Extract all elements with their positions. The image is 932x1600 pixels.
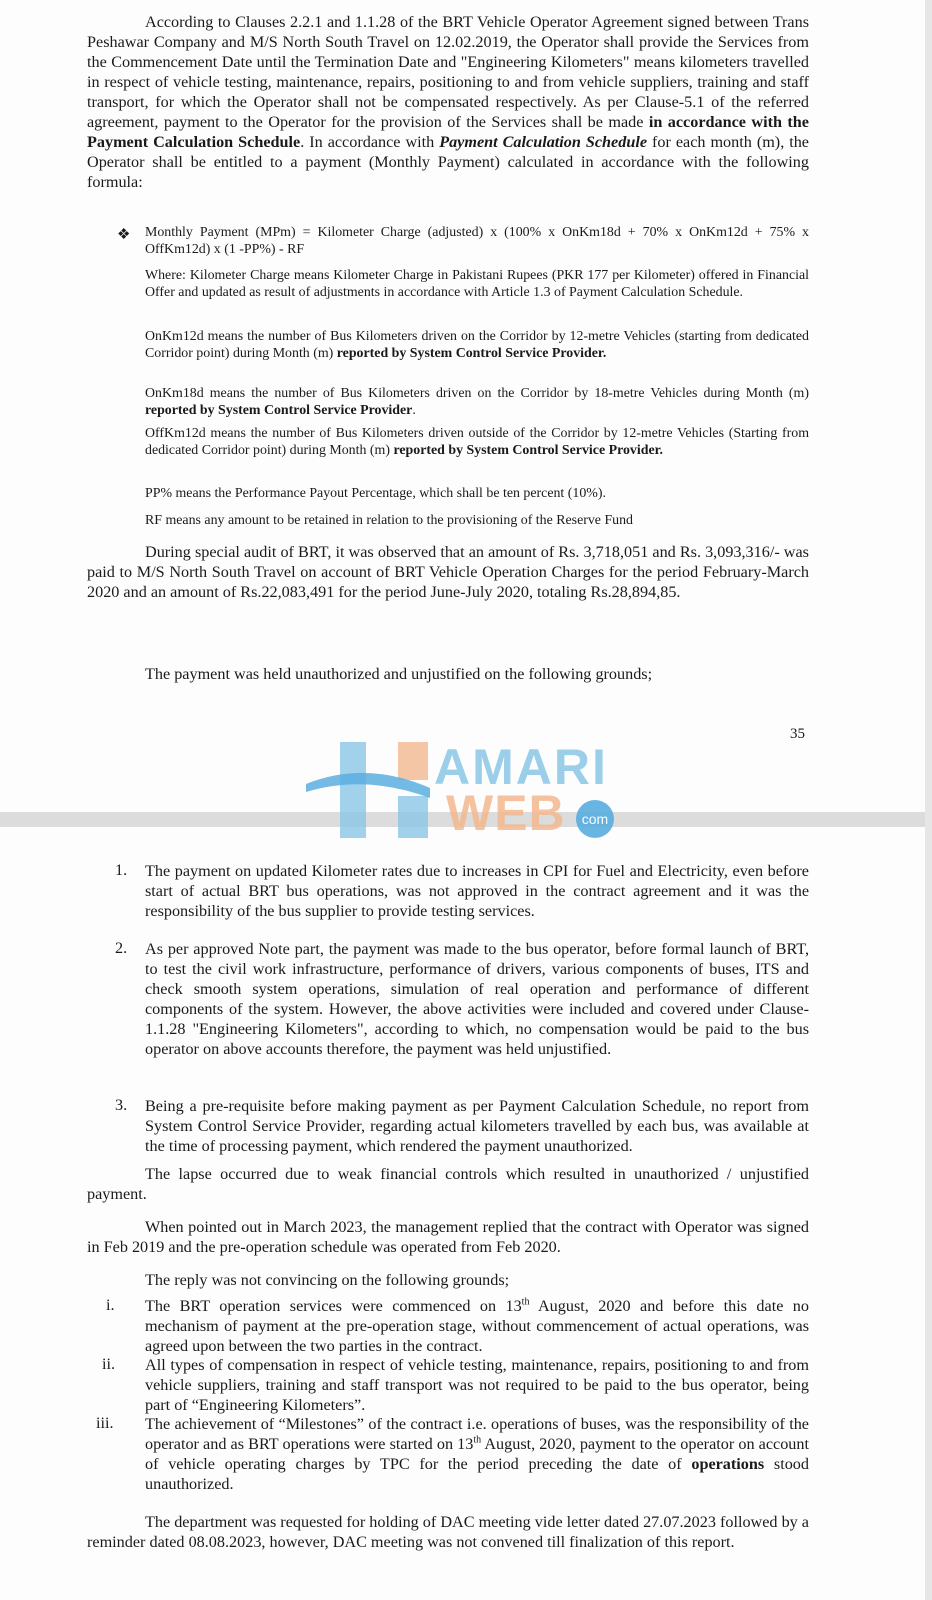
page-number: 35 xyxy=(790,726,805,742)
formula-text: Monthly Payment (MPm) = Kilometer Charge (adjusted) x (100% x OnKm18d + 70% x OnKm12d + 75% x OffKm12d) x (1 -PP%) - RF xyxy=(145,225,809,258)
pointed-out-paragraph: When pointed out in March 2023, the management replied that the contract with Operator was signed in Feb 2019 and the pre-operation schedule was operated from Feb 2020. xyxy=(87,1218,809,1256)
house-logo-icon xyxy=(306,738,446,838)
bullet-icon: ❖ xyxy=(117,227,131,243)
rf-definition: RF means any amount to be retained in relation to the provisioning of the Reserve Fund xyxy=(145,513,634,528)
dac-paragraph: The department was requested for holding of DAC meeting vide letter dated 27.07.2023 followed by a reminder dated 08.08.2023, however, DAC meeting was not convened till finalization of this report. xyxy=(87,1513,809,1551)
reply-ground-item: All types of compensation in respect of vehicle testing, maintenance, repairs, positioning to and from vehicle suppliers, training and staff transport was not required to be paid to the bus operator, being part of “Engineering Kilometers”. xyxy=(145,1356,809,1414)
onkm18d-definition: OnKm18d means the number of Bus Kilometers driven on the Corridor by 18-metre Vehicles during Month (m) reported by System Control Service Provider. xyxy=(145,386,809,419)
ground-item: As per approved Note part, the payment was made to the bus operator, before formal launch of BRT, to test the civil work infrastructure, performance of drivers, various components of buses, ITS and check smooth system operations, simulation of real operation and performance of different components of the system. However, the above activities were included and covered under Clause-1.1.28 "Engineering Kilometers", according to which, no compensation would be paid to the bus operator on above accounts therefore, the payment was held unjustified. xyxy=(145,940,809,1058)
kilometer-charge-definition: Where: Kilometer Charge means Kilometer Charge in Pakistani Rupees (PKR 177 per Kilometer) offered in Financial Offer and updated as result of adjustments in accordance with Article 1.3 of Payment Calculation Schedule. xyxy=(145,268,809,301)
offkm12d-definition: OffKm12d means the number of Bus Kilometers driven outside of the Corridor by 12-metre Vehicles (Starting from dedicated Corridor point) during Month (m) reported by System Control Service Provider. xyxy=(145,426,809,459)
reply-ground-item: The achievement of “Milestones” of the contract i.e. operations of buses, was the responsibility of the operator and as BRT operations were started on 13th August, 2020, payment to the operator on account of vehicle operating charges by TPC for the period preceding the date of operations stood unauthorized. xyxy=(145,1415,809,1493)
reply-paragraph: The reply was not convincing on the following grounds; xyxy=(145,1271,510,1289)
watermark-logo xyxy=(306,738,636,844)
page-edge-shadow xyxy=(925,0,932,1600)
watermark-text-amari: AMARI xyxy=(434,739,608,795)
reply-ground-number: iii. xyxy=(96,1414,114,1432)
pp-definition: PP% means the Performance Payout Percentage, which shall be ten percent (10%). xyxy=(145,486,606,501)
ground-item: The payment on updated Kilometer rates due to increases in CPI for Fuel and Electricity, even before start of actual BRT bus operations, was not approved in the contract agreement and it was the responsibility of the bus supplier to provide testing services. xyxy=(145,862,809,920)
audit-paragraph: During special audit of BRT, it was observed that an amount of Rs. 3,718,051 and Rs. 3,093,316/- was paid to M/S North South Travel on account of BRT Vehicle Operation Charges for the period February-March 2020 and an amount of Rs.22,083,491 for the period June-July 2020, totaling Rs.28,894,85. xyxy=(87,543,809,601)
ground-number: 1. xyxy=(115,861,128,879)
reply-ground-number: i. xyxy=(106,1296,115,1314)
watermark-com-badge: com xyxy=(576,800,614,838)
onkm12d-definition: OnKm12d means the number of Bus Kilometers driven on the Corridor by 12-metre Vehicles (starting from dedicated Corridor point) during Month (m) reported by System Control Service Provider. xyxy=(145,329,809,362)
reply-ground-number: ii. xyxy=(102,1355,116,1373)
ground-number: 2. xyxy=(115,939,128,957)
ground-item: Being a pre-requisite before making payment as per Payment Calculation Schedule, no report from System Control Service Provider, regarding actual kilometers travelled by each bus, was available at the time of processing payment, which rendered the payment unauthorized. xyxy=(145,1097,809,1155)
watermark-text-web: WEB xyxy=(446,785,566,841)
intro-paragraph: According to Clauses 2.2.1 and 1.1.28 of the BRT Vehicle Operator Agreement signed between Trans Peshawar Company and M/S North South Travel on 12.02.2019, the Operator shall provide the Services from the Commencement Date until the Termination Date and "Engineering Kilometers" means kilometers travelled in respect of vehicle testing, maintenance, repairs, positioning to and from vehicle suppliers, training and staff transport, for which the Operator shall not be compensated respectively. As per Clause-5.1 of the referred agreement, payment to the Operator for the provision of the Services shall be made in accordance with the Payment Calculation Schedule. In accordance with Payment Calculation Schedule for each month (m), the Operator shall be entitled to a payment (Monthly Payment) calculated in accordance with the following formula: xyxy=(87,13,809,191)
reply-ground-item: The BRT operation services were commenced on 13th August, 2020 and before this date no mechanism of payment at the pre-operation stage, without commencement of actual operations, was agreed upon between the two parties in the contract. xyxy=(145,1296,809,1355)
held-paragraph: The payment was held unauthorized and unjustified on the following grounds; xyxy=(145,665,653,683)
ground-number: 3. xyxy=(115,1096,128,1114)
lapse-paragraph: The lapse occurred due to weak financial controls which resulted in unauthorized / unjustified payment. xyxy=(87,1165,809,1203)
